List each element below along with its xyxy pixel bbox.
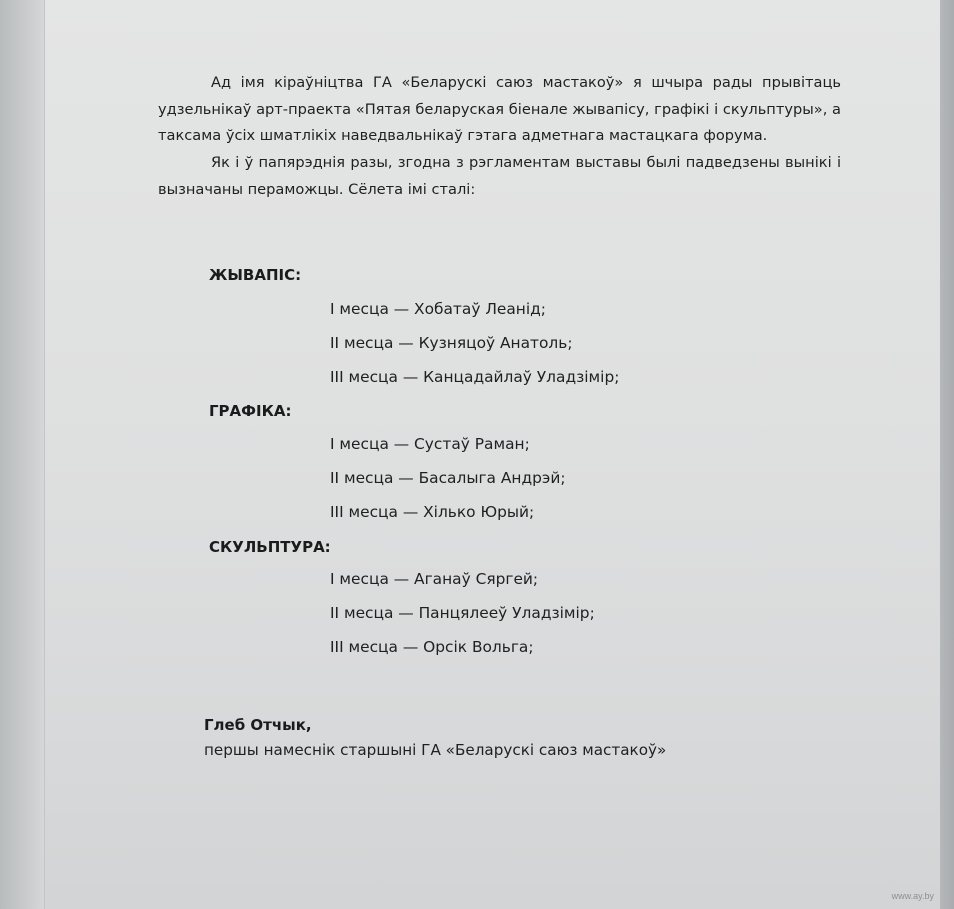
winner-sculpture-2: ІІ месца — Панцялееў Уладзімір;: [330, 604, 595, 622]
category-heading-sculpture: СКУЛЬПТУРА:: [209, 538, 331, 556]
page-right-edge: [940, 0, 954, 909]
winner-painting-3: ІІІ месца — Канцадайлаў Уладзімір;: [330, 368, 620, 386]
winner-painting-1: І месца — Хобатаў Леанід;: [330, 300, 546, 318]
signature-title: першы намеснік старшыні ГА «Беларускі саюз мастакоў»: [204, 741, 667, 759]
page-gutter-shadow: [0, 0, 44, 909]
category-heading-painting: ЖЫВАПІС:: [209, 266, 302, 284]
intro-paragraph-1: [158, 70, 841, 150]
winner-sculpture-3: ІІІ месца — Орсік Вольга;: [330, 638, 534, 656]
category-heading-graphics: ГРАФІКА:: [209, 402, 292, 420]
signature-name: Глеб Отчык,: [204, 716, 312, 734]
intro-paragraph-1-text: Ад імя кіраўніцтва ГА «Беларускі саюз мастакоў» я шчыра рады прывітаць удзельнікаў арт-праекта «Пятая беларуская біенале жывапісу, графікі і скульптуры», а таксама ўсіх шматлікіх наведвальнікаў гэтага адметнага мастацкага форума.: [158, 74, 841, 144]
intro-paragraph-2-text: Як і ў папярэднія разы, згодна з рэгламентам выставы былі падведзены вынікі і вызначаны пераможцы. Сёлета імі сталі:: [158, 154, 841, 198]
winner-sculpture-1: І месца — Аганаў Сяргей;: [330, 570, 539, 588]
winner-graphics-1: І месца — Сустаў Раман;: [330, 435, 530, 453]
winner-painting-2: ІІ месца — Кузняцоў Анатоль;: [330, 334, 573, 352]
winner-graphics-2: ІІ месца — Басалыга Андрэй;: [330, 469, 566, 487]
intro-paragraph-2: [158, 150, 841, 203]
winner-graphics-3: ІІІ месца — Хілько Юрый;: [330, 503, 535, 521]
watermark-text: www.ay.by: [891, 891, 934, 901]
